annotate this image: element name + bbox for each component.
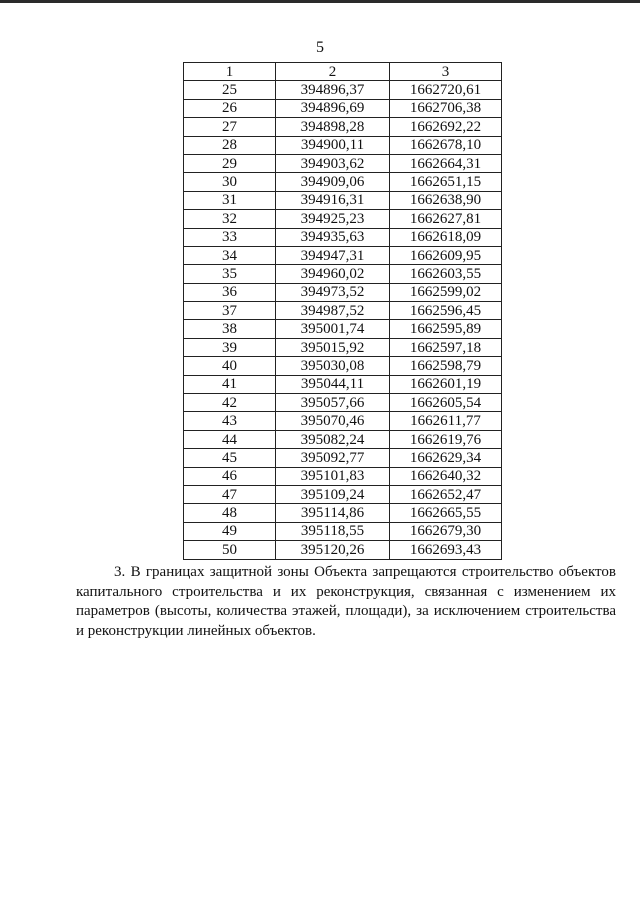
cell-point-number: 49 xyxy=(184,522,276,540)
cell-x-coordinate: 395057,66 xyxy=(276,394,390,412)
cell-x-coordinate: 395092,77 xyxy=(276,449,390,467)
table-row xyxy=(184,394,502,412)
table-row xyxy=(184,467,502,485)
table-row xyxy=(184,81,502,99)
cell-y-coordinate: 1662601,19 xyxy=(390,375,502,393)
cell-x-coordinate: 394898,28 xyxy=(276,118,390,136)
cell-x-coordinate: 395109,24 xyxy=(276,485,390,503)
cell-x-coordinate: 395082,24 xyxy=(276,430,390,448)
table-row xyxy=(184,228,502,246)
cell-y-coordinate: 1662596,45 xyxy=(390,302,502,320)
table-row xyxy=(184,338,502,356)
table-row xyxy=(184,154,502,172)
table-row xyxy=(184,210,502,228)
cell-x-coordinate: 395015,92 xyxy=(276,338,390,356)
table-row xyxy=(184,173,502,191)
cell-point-number: 41 xyxy=(184,375,276,393)
cell-y-coordinate: 1662603,55 xyxy=(390,265,502,283)
paragraph-restrictions: 3. В границах защитной зоны Объекта запрещаются строительство объектов капитального строительства и их реконструкция, связанная с изменением их параметров (высоты, количества этажей, площади), за исключением строительства и реконструкции линейных объектов. xyxy=(76,564,616,639)
cell-y-coordinate: 1662693,43 xyxy=(390,541,502,559)
column-header-point: 1 xyxy=(184,63,276,81)
cell-y-coordinate: 1662638,90 xyxy=(390,191,502,209)
table-row xyxy=(184,136,502,154)
cell-point-number: 27 xyxy=(184,118,276,136)
cell-y-coordinate: 1662609,95 xyxy=(390,246,502,264)
cell-y-coordinate: 1662629,34 xyxy=(390,449,502,467)
cell-y-coordinate: 1662692,22 xyxy=(390,118,502,136)
cell-y-coordinate: 1662665,55 xyxy=(390,504,502,522)
cell-x-coordinate: 394903,62 xyxy=(276,154,390,172)
cell-x-coordinate: 395118,55 xyxy=(276,522,390,540)
cell-point-number: 28 xyxy=(184,136,276,154)
cell-point-number: 50 xyxy=(184,541,276,559)
cell-x-coordinate: 394960,02 xyxy=(276,265,390,283)
cell-y-coordinate: 1662605,54 xyxy=(390,394,502,412)
cell-x-coordinate: 394925,23 xyxy=(276,210,390,228)
cell-x-coordinate: 394947,31 xyxy=(276,246,390,264)
cell-x-coordinate: 394987,52 xyxy=(276,302,390,320)
cell-point-number: 33 xyxy=(184,228,276,246)
column-header-x: 2 xyxy=(276,63,390,81)
cell-point-number: 45 xyxy=(184,449,276,467)
cell-point-number: 47 xyxy=(184,485,276,503)
table-row xyxy=(184,430,502,448)
table-row xyxy=(184,504,502,522)
cell-x-coordinate: 394916,31 xyxy=(276,191,390,209)
cell-x-coordinate: 394900,11 xyxy=(276,136,390,154)
cell-x-coordinate: 394935,63 xyxy=(276,228,390,246)
cell-x-coordinate: 395001,74 xyxy=(276,320,390,338)
cell-x-coordinate: 395120,26 xyxy=(276,541,390,559)
table-row xyxy=(184,522,502,540)
table-row xyxy=(184,246,502,264)
cell-point-number: 26 xyxy=(184,99,276,117)
cell-x-coordinate: 394896,69 xyxy=(276,99,390,117)
table-row xyxy=(184,320,502,338)
cell-point-number: 32 xyxy=(184,210,276,228)
cell-point-number: 37 xyxy=(184,302,276,320)
table-row xyxy=(184,541,502,559)
cell-point-number: 35 xyxy=(184,265,276,283)
table-row xyxy=(184,485,502,503)
cell-point-number: 39 xyxy=(184,338,276,356)
cell-point-number: 31 xyxy=(184,191,276,209)
table-body xyxy=(184,81,502,559)
cell-x-coordinate: 395070,46 xyxy=(276,412,390,430)
cell-y-coordinate: 1662706,38 xyxy=(390,99,502,117)
cell-y-coordinate: 1662618,09 xyxy=(390,228,502,246)
cell-y-coordinate: 1662678,10 xyxy=(390,136,502,154)
table-row xyxy=(184,118,502,136)
cell-point-number: 25 xyxy=(184,81,276,99)
cell-point-number: 38 xyxy=(184,320,276,338)
cell-x-coordinate: 394896,37 xyxy=(276,81,390,99)
cell-y-coordinate: 1662679,30 xyxy=(390,522,502,540)
table-row xyxy=(184,191,502,209)
cell-y-coordinate: 1662664,31 xyxy=(390,154,502,172)
cell-x-coordinate: 394973,52 xyxy=(276,283,390,301)
cell-y-coordinate: 1662599,02 xyxy=(390,283,502,301)
cell-x-coordinate: 395114,86 xyxy=(276,504,390,522)
cell-point-number: 36 xyxy=(184,283,276,301)
cell-point-number: 46 xyxy=(184,467,276,485)
cell-point-number: 42 xyxy=(184,394,276,412)
table-row xyxy=(184,449,502,467)
cell-y-coordinate: 1662595,89 xyxy=(390,320,502,338)
cell-y-coordinate: 1662611,77 xyxy=(390,412,502,430)
cell-point-number: 44 xyxy=(184,430,276,448)
cell-point-number: 30 xyxy=(184,173,276,191)
table-row xyxy=(184,375,502,393)
cell-y-coordinate: 1662640,32 xyxy=(390,467,502,485)
cell-point-number: 29 xyxy=(184,154,276,172)
cell-y-coordinate: 1662598,79 xyxy=(390,357,502,375)
table-row xyxy=(184,412,502,430)
cell-x-coordinate: 395101,83 xyxy=(276,467,390,485)
cell-y-coordinate: 1662652,47 xyxy=(390,485,502,503)
cell-point-number: 34 xyxy=(184,246,276,264)
table-row xyxy=(184,357,502,375)
column-header-y: 3 xyxy=(390,63,502,81)
cell-point-number: 40 xyxy=(184,357,276,375)
cell-x-coordinate: 395044,11 xyxy=(276,375,390,393)
coordinates-table xyxy=(183,62,502,560)
scan-top-edge xyxy=(0,0,640,3)
table-row xyxy=(184,302,502,320)
cell-x-coordinate: 395030,08 xyxy=(276,357,390,375)
table-row xyxy=(184,99,502,117)
table-row xyxy=(184,265,502,283)
page-number: 5 xyxy=(316,39,324,56)
cell-y-coordinate: 1662597,18 xyxy=(390,338,502,356)
cell-x-coordinate: 394909,06 xyxy=(276,173,390,191)
cell-y-coordinate: 1662619,76 xyxy=(390,430,502,448)
cell-point-number: 43 xyxy=(184,412,276,430)
cell-y-coordinate: 1662627,81 xyxy=(390,210,502,228)
table-row xyxy=(184,283,502,301)
table-header-row xyxy=(184,63,502,81)
cell-point-number: 48 xyxy=(184,504,276,522)
cell-y-coordinate: 1662720,61 xyxy=(390,81,502,99)
cell-y-coordinate: 1662651,15 xyxy=(390,173,502,191)
